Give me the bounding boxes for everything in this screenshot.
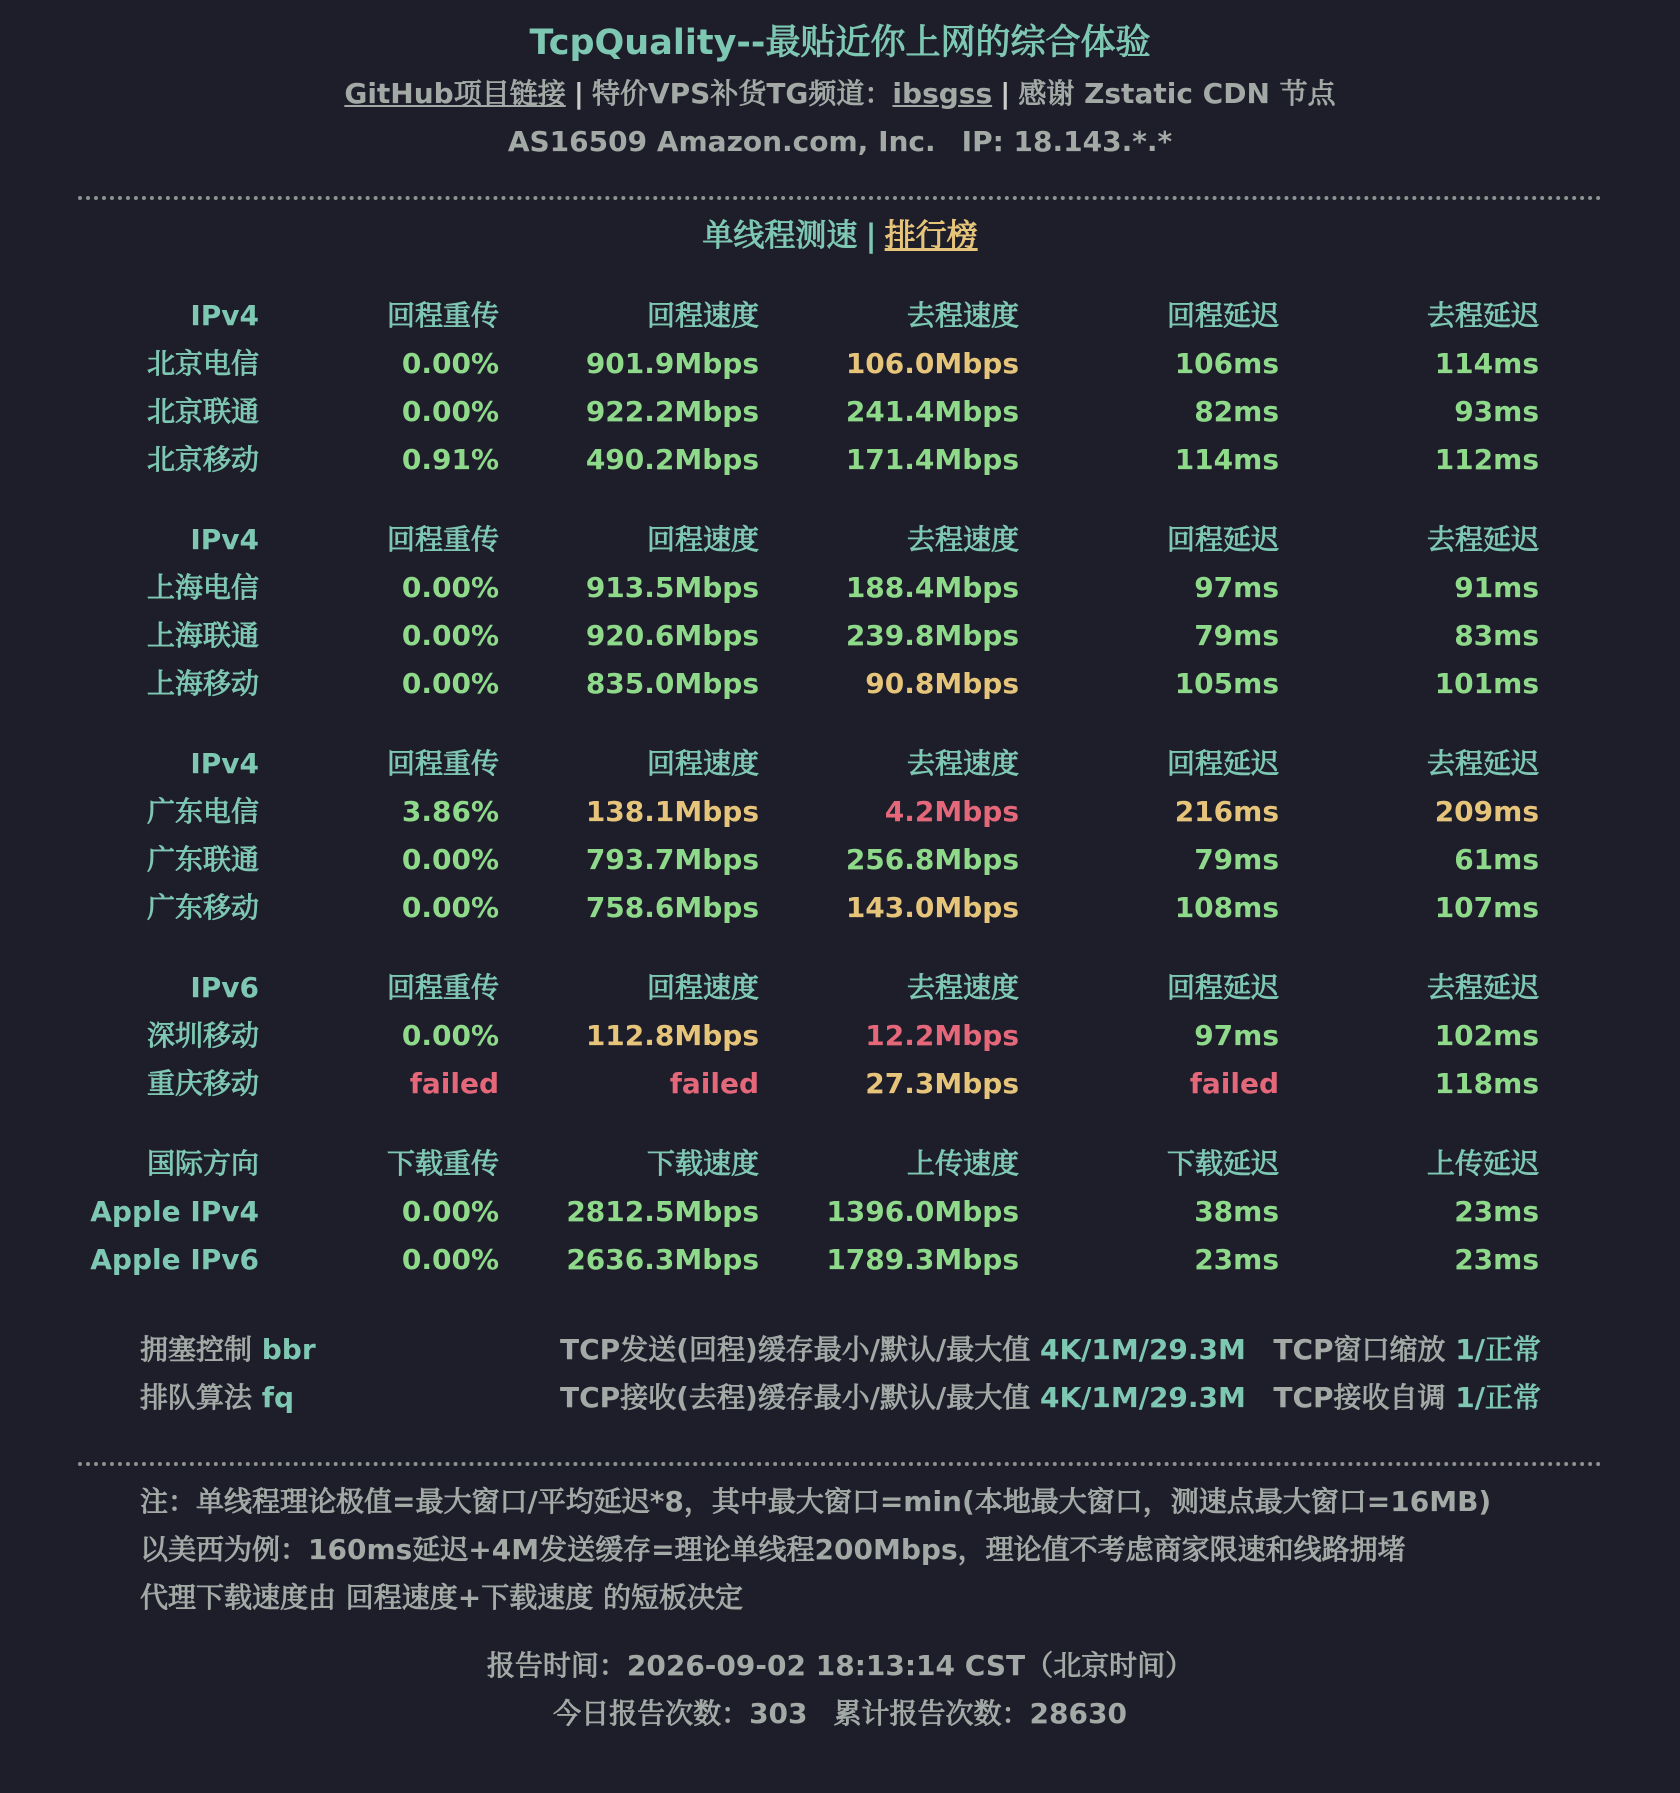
note-line-2: 以美西为例：160ms延迟+4M发送缓存=理论单线程200Mbps，理论值不考虑商家限速和线路拥堵 <box>140 1533 1406 1566</box>
table-cell: 209ms <box>1434 795 1539 828</box>
column-header: 上传速度 <box>906 1147 1019 1180</box>
sysinfo-row <box>0 1326 1680 1374</box>
nav-divider: | <box>865 218 877 254</box>
table-cell: 83ms <box>1454 619 1539 652</box>
column-header: 去程延迟 <box>1426 299 1539 332</box>
sysinfo-label: TCP接收自调 <box>1273 1381 1446 1414</box>
column-header: 去程速度 <box>906 299 1019 332</box>
sysinfo-label: 拥塞控制 <box>140 1333 253 1366</box>
sysinfo-item <box>560 1374 1246 1422</box>
table-cell: 79ms <box>1194 619 1279 652</box>
table-cell: failed <box>669 1067 759 1100</box>
table-cell: 12.2Mbps <box>865 1019 1019 1052</box>
tg-channel-label: 特价VPS补货TG频道： <box>591 77 893 110</box>
table-cell: 27.3Mbps <box>865 1067 1019 1100</box>
table-cell: 0.00% <box>401 619 499 652</box>
table-header-row <box>0 964 1680 1012</box>
row-label: 广东电信 <box>146 795 259 828</box>
table-header-row <box>0 1140 1680 1188</box>
table-cell: 4.2Mbps <box>884 795 1019 828</box>
table-cell: 3.86% <box>401 795 499 828</box>
table-cell: 0.00% <box>401 1019 499 1052</box>
row-label: 北京联通 <box>146 395 259 428</box>
table-cell: 758.6Mbps <box>585 891 759 924</box>
table-cell: 23ms <box>1454 1243 1539 1276</box>
sysinfo-label: 排队算法 <box>140 1381 253 1414</box>
table-cell: 490.2Mbps <box>585 443 759 476</box>
column-header: 去程延迟 <box>1426 747 1539 780</box>
column-header: 去程延迟 <box>1426 971 1539 1004</box>
table-cell: 2636.3Mbps <box>566 1243 759 1276</box>
table-cell: 922.2Mbps <box>585 395 759 428</box>
row-label: 上海移动 <box>146 667 259 700</box>
as-info: AS16509 Amazon.com, Inc. <box>507 125 936 158</box>
column-header: 下载延迟 <box>1166 1147 1279 1180</box>
table-cell: 256.8Mbps <box>845 843 1019 876</box>
column-header: 回程重传 <box>386 971 499 1004</box>
sysinfo-row <box>0 1374 1680 1422</box>
table-cell: 0.00% <box>401 843 499 876</box>
table-cell: 91ms <box>1454 571 1539 604</box>
table-cell: 106.0Mbps <box>845 347 1019 380</box>
sysinfo-item <box>140 1374 294 1422</box>
table-cell: 102ms <box>1434 1019 1539 1052</box>
table-header-row <box>0 292 1680 340</box>
table-cell: 0.00% <box>401 1195 499 1228</box>
dotted-divider-top <box>78 196 1602 200</box>
table-cell: 835.0Mbps <box>585 667 759 700</box>
note-line-3: 代理下载速度由 回程速度+下载速度 的短板决定 <box>140 1581 743 1614</box>
table-cell: 0.00% <box>401 347 499 380</box>
total-count: 累计报告次数：28630 <box>833 1697 1127 1730</box>
sysinfo-value: bbr <box>261 1333 316 1366</box>
header-links <box>0 72 1680 116</box>
tg-channel-link[interactable]: ibsgss <box>892 77 993 110</box>
table-cell: 188.4Mbps <box>845 571 1019 604</box>
row-label: 上海电信 <box>146 571 259 604</box>
column-header: 去程速度 <box>906 971 1019 1004</box>
table-cell: 0.00% <box>401 1243 499 1276</box>
table-cell: failed <box>1189 1067 1279 1100</box>
row-label: 上海联通 <box>146 619 259 652</box>
sysinfo-item <box>560 1326 1246 1374</box>
table-row <box>0 564 1680 612</box>
column-header: 回程速度 <box>646 299 759 332</box>
table-row <box>0 436 1680 484</box>
table-row <box>0 836 1680 884</box>
table-cell: 138.1Mbps <box>585 795 759 828</box>
nav-ranking-link[interactable]: 排行榜 <box>884 218 978 254</box>
row-label: 广东移动 <box>146 891 259 924</box>
table-header-row <box>0 740 1680 788</box>
table-cell: 0.00% <box>401 891 499 924</box>
column-header: 回程延迟 <box>1166 299 1279 332</box>
table-cell: 1789.3Mbps <box>826 1243 1019 1276</box>
column-header: 国际方向 <box>146 1147 259 1180</box>
table-cell: 90.8Mbps <box>865 667 1019 700</box>
column-header: 回程重传 <box>386 747 499 780</box>
table-cell: 1396.0Mbps <box>826 1195 1019 1228</box>
divider: | <box>1000 77 1011 110</box>
column-header: 回程延迟 <box>1166 747 1279 780</box>
column-header: IPv4 <box>190 747 259 780</box>
table-cell: 114ms <box>1174 443 1279 476</box>
column-header: 回程速度 <box>646 747 759 780</box>
column-header: IPv4 <box>190 299 259 332</box>
dotted-divider-bottom <box>78 1462 1602 1466</box>
sysinfo-label: TCP窗口缩放 <box>1273 1333 1446 1366</box>
table-cell: 101ms <box>1434 667 1539 700</box>
table-cell: 38ms <box>1194 1195 1279 1228</box>
table-cell: 0.00% <box>401 667 499 700</box>
row-label: 深圳移动 <box>146 1019 259 1052</box>
table-cell: 112.8Mbps <box>585 1019 759 1052</box>
row-label: 北京移动 <box>146 443 259 476</box>
column-header: 下载重传 <box>386 1147 499 1180</box>
column-header: 上传延迟 <box>1426 1147 1539 1180</box>
sysinfo-value: 4K/1M/29.3M <box>1039 1381 1246 1414</box>
table-cell: 216ms <box>1174 795 1279 828</box>
table-row <box>0 388 1680 436</box>
table-cell: 118ms <box>1434 1067 1539 1100</box>
column-header: IPv6 <box>190 971 259 1004</box>
thanks-text: 感谢 Zstatic CDN 节点 <box>1018 77 1336 110</box>
sysinfo-value: 4K/1M/29.3M <box>1039 1333 1246 1366</box>
table-cell: 239.8Mbps <box>845 619 1019 652</box>
sysinfo-item <box>140 1326 316 1374</box>
row-label: Apple IPv4 <box>90 1195 259 1228</box>
table-row <box>0 1060 1680 1108</box>
column-header: 回程重传 <box>386 299 499 332</box>
column-header: 去程速度 <box>906 523 1019 556</box>
sysinfo-value: 1/正常 <box>1455 1381 1541 1414</box>
table-cell: 105ms <box>1174 667 1279 700</box>
column-header: 回程重传 <box>386 523 499 556</box>
table-cell: 82ms <box>1194 395 1279 428</box>
sysinfo-label: TCP接收(去程)缓存最小/默认/最大值 <box>560 1381 1031 1414</box>
table-cell: 108ms <box>1174 891 1279 924</box>
table-cell: 61ms <box>1454 843 1539 876</box>
table-header-row <box>0 516 1680 564</box>
column-header: 回程速度 <box>646 971 759 1004</box>
table-row <box>0 612 1680 660</box>
note-line-1: 注：单线程理论极值=最大窗口/平均延迟*8，其中最大窗口=min(本地最大窗口，测速点最大窗口=16MB) <box>140 1485 1492 1518</box>
column-header: 回程速度 <box>646 523 759 556</box>
sysinfo-label: TCP发送(回程)缓存最小/默认/最大值 <box>560 1333 1031 1366</box>
as-info-line <box>0 120 1680 164</box>
table-cell: 901.9Mbps <box>585 347 759 380</box>
column-header: IPv4 <box>190 523 259 556</box>
today-count: 今日报告次数：303 <box>553 1697 808 1730</box>
table-cell: 913.5Mbps <box>585 571 759 604</box>
sysinfo-value: 1/正常 <box>1455 1333 1541 1366</box>
nav-single-thread[interactable]: 单线程测速 <box>702 218 858 254</box>
sysinfo-value: fq <box>261 1381 294 1414</box>
table-cell: 920.6Mbps <box>585 619 759 652</box>
row-label: 重庆移动 <box>146 1067 259 1100</box>
sysinfo-item <box>1273 1374 1541 1422</box>
table-cell: 97ms <box>1194 1019 1279 1052</box>
report-counts <box>0 1690 1680 1738</box>
nav-bar <box>0 212 1680 260</box>
table-row <box>0 1188 1680 1236</box>
table-cell: 112ms <box>1434 443 1539 476</box>
column-header: 下载速度 <box>646 1147 759 1180</box>
column-header: 去程速度 <box>906 747 1019 780</box>
row-label: 广东联通 <box>146 843 259 876</box>
table-cell: 0.00% <box>401 395 499 428</box>
table-cell: 79ms <box>1194 843 1279 876</box>
divider: | <box>573 77 584 110</box>
table-cell: 107ms <box>1434 891 1539 924</box>
column-header: 回程延迟 <box>1166 523 1279 556</box>
table-row <box>0 1236 1680 1284</box>
table-cell: 23ms <box>1454 1195 1539 1228</box>
table-row <box>0 660 1680 708</box>
ip-info: IP: 18.143.*.* <box>961 125 1173 158</box>
table-row <box>0 340 1680 388</box>
table-cell: 0.91% <box>401 443 499 476</box>
row-label: 北京电信 <box>146 347 259 380</box>
table-cell: 241.4Mbps <box>845 395 1019 428</box>
github-link[interactable]: GitHub项目链接 <box>344 77 566 110</box>
table-cell: 97ms <box>1194 571 1279 604</box>
table-row <box>0 1012 1680 1060</box>
table-row <box>0 788 1680 836</box>
table-cell: 793.7Mbps <box>585 843 759 876</box>
column-header: 去程延迟 <box>1426 523 1539 556</box>
page-title: TcpQuality--最贴近你上网的综合体验 <box>529 23 1151 63</box>
column-header: 回程延迟 <box>1166 971 1279 1004</box>
table-cell: 143.0Mbps <box>845 891 1019 924</box>
table-cell: 171.4Mbps <box>845 443 1019 476</box>
row-label: Apple IPv6 <box>90 1243 259 1276</box>
table-cell: 93ms <box>1454 395 1539 428</box>
table-cell: 0.00% <box>401 571 499 604</box>
table-cell: 106ms <box>1174 347 1279 380</box>
table-cell: 2812.5Mbps <box>566 1195 759 1228</box>
table-row <box>0 884 1680 932</box>
table-cell: 23ms <box>1194 1243 1279 1276</box>
report-time: 报告时间：2026-09-02 18:13:14 CST（北京时间） <box>486 1649 1194 1682</box>
table-cell: 114ms <box>1434 347 1539 380</box>
table-cell: failed <box>409 1067 499 1100</box>
sysinfo-item <box>1273 1326 1541 1374</box>
